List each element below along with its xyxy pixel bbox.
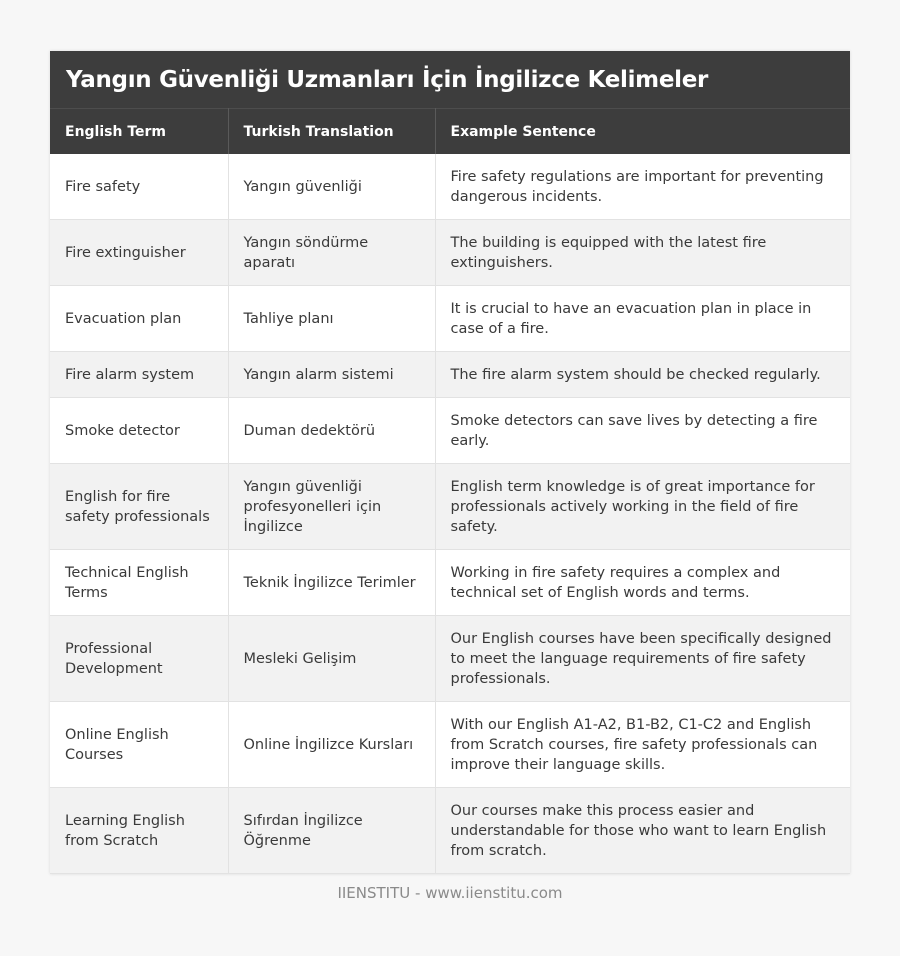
english-term-cell: Fire safety <box>50 154 228 220</box>
turkish-translation-cell: Yangın güvenliği profesyonelleri için İngilizce <box>228 464 435 550</box>
column-header-turkish-translation: Turkish Translation <box>228 109 435 155</box>
table-row <box>50 788 850 874</box>
table-row <box>50 550 850 616</box>
turkish-translation-cell: Yangın alarm sistemi <box>228 352 435 398</box>
turkish-translation-cell: Duman dedektörü <box>228 398 435 464</box>
table-row <box>50 702 850 788</box>
english-term-cell: Evacuation plan <box>50 286 228 352</box>
english-term-cell: Professional Development <box>50 616 228 702</box>
turkish-translation-cell: Sıfırdan İngilizce Öğrenme <box>228 788 435 874</box>
english-term-cell: Smoke detector <box>50 398 228 464</box>
column-header-english-term: English Term <box>50 109 228 155</box>
table-row <box>50 616 850 702</box>
vocabulary-table <box>50 108 850 874</box>
turkish-translation-cell: Online İngilizce Kursları <box>228 702 435 788</box>
english-term-cell: English for fire safety professionals <box>50 464 228 550</box>
turkish-translation-cell: Yangın güvenliği <box>228 154 435 220</box>
page-title: Yangın Güvenliği Uzmanları İçin İngilizce Kelimeler <box>66 66 709 93</box>
english-term-cell: Online English Courses <box>50 702 228 788</box>
example-sentence-cell: With our English A1-A2, B1-B2, C1-C2 and English from Scratch courses, fire safety professionals can improve their language skills. <box>435 702 850 788</box>
table-header-row <box>50 109 850 155</box>
example-sentence-cell: Our English courses have been specifically designed to meet the language requirements of fire safety professionals. <box>435 616 850 702</box>
example-sentence-cell: Smoke detectors can save lives by detecting a fire early. <box>435 398 850 464</box>
turkish-translation-cell: Teknik İngilizce Terimler <box>228 550 435 616</box>
turkish-translation-cell: Yangın söndürme aparatı <box>228 220 435 286</box>
table-row <box>50 154 850 220</box>
english-term-cell: Learning English from Scratch <box>50 788 228 874</box>
example-sentence-cell: It is crucial to have an evacuation plan in place in case of a fire. <box>435 286 850 352</box>
turkish-translation-cell: Mesleki Gelişim <box>228 616 435 702</box>
example-sentence-cell: Fire safety regulations are important for preventing dangerous incidents. <box>435 154 850 220</box>
title-bar <box>50 51 850 108</box>
example-sentence-cell: English term knowledge is of great importance for professionals actively working in the field of fire safety. <box>435 464 850 550</box>
example-sentence-cell: The building is equipped with the latest fire extinguishers. <box>435 220 850 286</box>
example-sentence-cell: Working in fire safety requires a complex and technical set of English words and terms. <box>435 550 850 616</box>
table-row <box>50 286 850 352</box>
turkish-translation-cell: Tahliye planı <box>228 286 435 352</box>
english-term-cell: Fire alarm system <box>50 352 228 398</box>
table-row <box>50 352 850 398</box>
example-sentence-cell: Our courses make this process easier and understandable for those who want to learn English from scratch. <box>435 788 850 874</box>
table-row <box>50 398 850 464</box>
english-term-cell: Technical English Terms <box>50 550 228 616</box>
vocabulary-card <box>50 51 850 874</box>
column-header-example-sentence: Example Sentence <box>435 109 850 155</box>
example-sentence-cell: The fire alarm system should be checked regularly. <box>435 352 850 398</box>
english-term-cell: Fire extinguisher <box>50 220 228 286</box>
table-row <box>50 220 850 286</box>
footer-credit: IIENSTITU - www.iienstitu.com <box>337 884 563 902</box>
table-row <box>50 464 850 550</box>
